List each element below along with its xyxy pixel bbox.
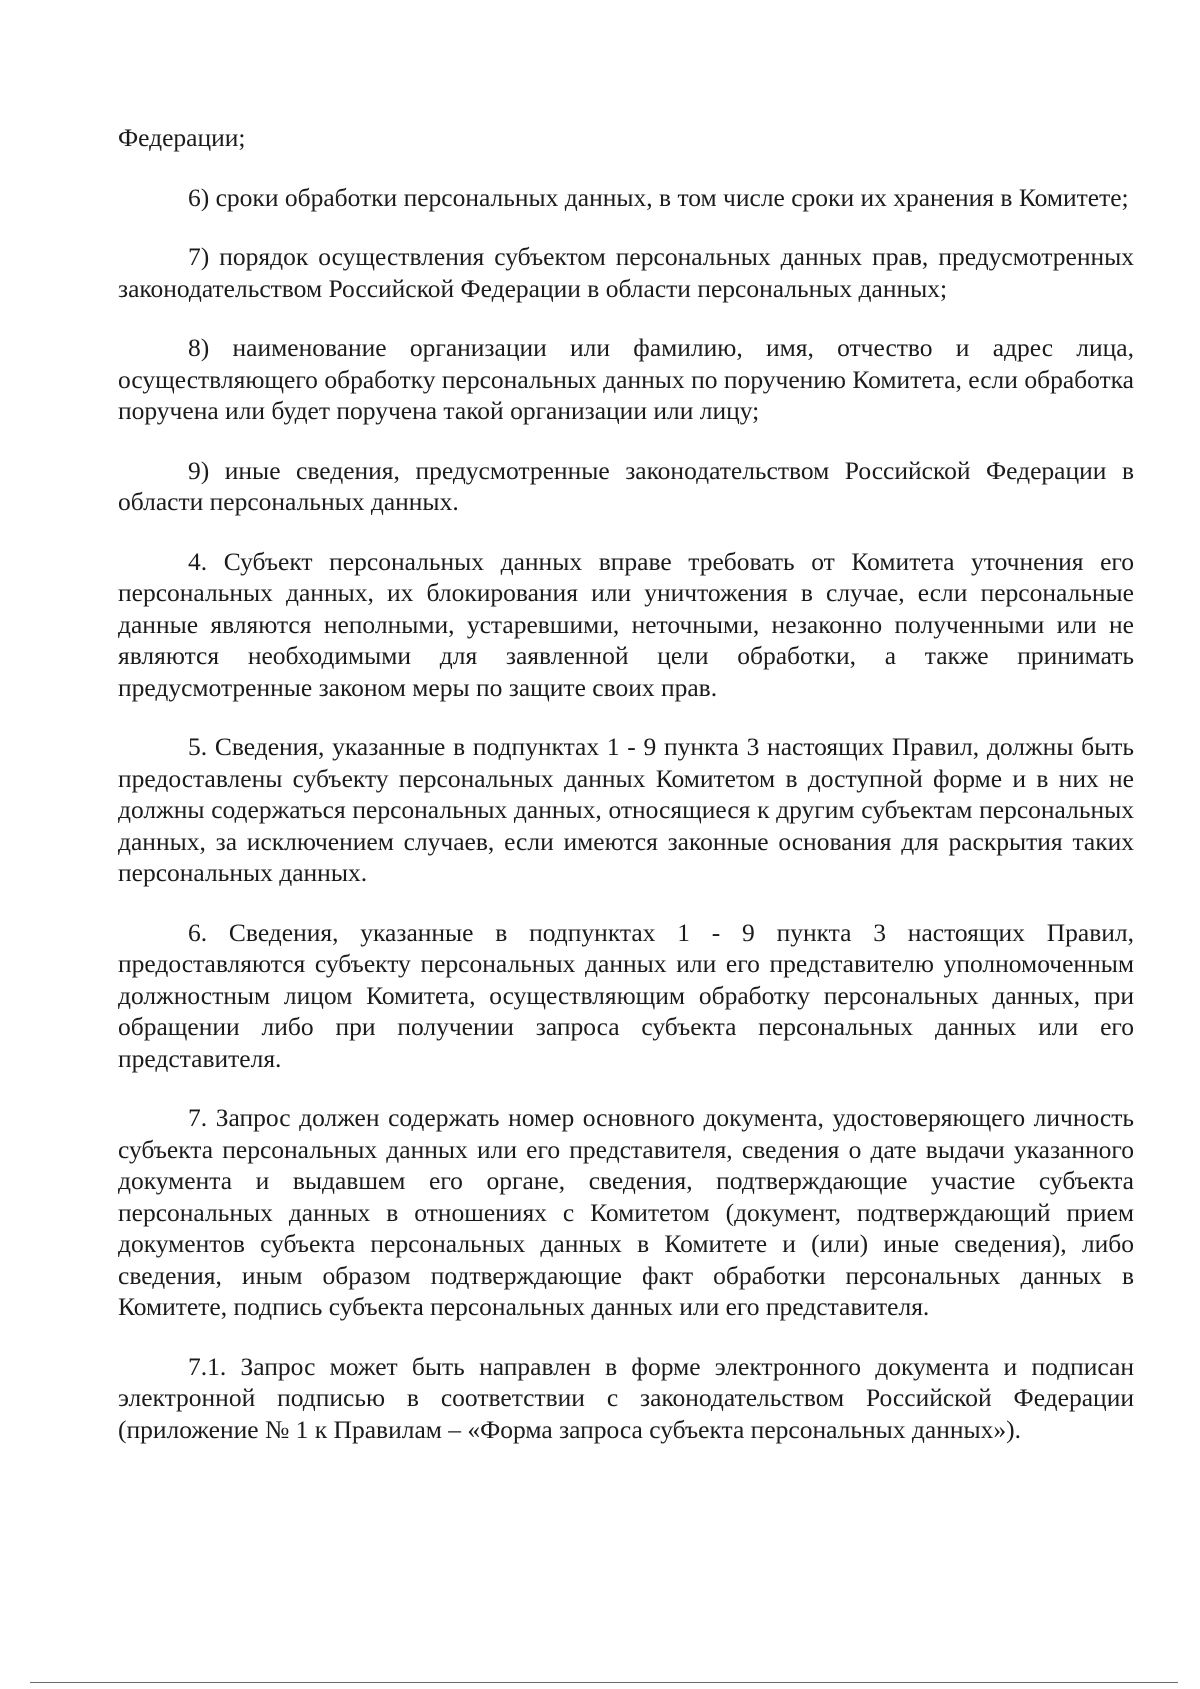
paragraph-point-7: 7. Запрос должен содержать номер основного документа, удостоверяющего личность субъекта персональных данных или его представителя, сведения о дате выдачи указанного документа и выдавшем его органе, сведения, подтверждающие участие субъекта персональных данных в отношениях с Комитетом (документ, подтверждающий прием документов субъекта персональных данных в Комитете и (или) иные сведения), либо сведения, иным образом подтверждающие факт обработки персональных данных в Комитете, подпись субъекта персональных данных или его представителя.: [118, 1103, 1134, 1321]
scan-bottom-edge-line: [30, 1682, 1178, 1683]
paragraph-point-6: 6. Сведения, указанные в подпунктах 1 - 9 пункта 3 настоящих Правил, предоставляются субъекту персональных данных или его представителю уполномоченным должностным лицом Комитета, осуществляющим обработку персональных данных, при обращении либо при получении запроса субъекта персональных данных или его представителя.: [118, 917, 1134, 1073]
paragraph-point-7-1: 7.1. Запрос может быть направлен в форме электронного документа и подписан электронной подписью в соответствии с законодательством Российской Федерации (приложение № 1 к Правилам – «Форма запроса субъекта персональных данных»).: [118, 1351, 1134, 1444]
paragraph-federation-continuation: Федерации;: [118, 123, 246, 152]
paragraph-item-7: 7) порядок осуществления субъектом персональных данных прав, предусмотренных законодательством Российской Федерации в области персональных данных;: [118, 242, 1134, 303]
paragraph-point-5: 5. Сведения, указанные в подпунктах 1 - 9 пункта 3 настоящих Правил, должны быть предоставлены субъекту персональных данных Комитетом в доступной форме и в них не должны содержаться персональных данных, относящиеся к другим субъектам персональных данных, за исключением случаев, если имеются законные основания для раскрытия таких персональных данных.: [118, 732, 1134, 887]
document-page: [118, 122, 1134, 1473]
paragraph-item-8: 8) наименование организации или фамилию, имя, отчество и адрес лица, осуществляющего обработку персональных данных по поручению Комитета, если обработка поручена или будет поручена такой организации или лицу;: [118, 333, 1134, 425]
paragraph-point-4: 4. Субъект персональных данных вправе требовать от Комитета уточнения его персональных данных, их блокирования или уничтожения в случае, если персональные данные являются неполными, устаревшими, неточными, незаконно полученными или не являются необходимыми для заявленной цели обработки, а также принимать предусмотренные законом меры по защите своих прав.: [118, 546, 1134, 702]
paragraph-item-9: 9) иные сведения, предусмотренные законодательством Российской Федерации в области персональных данных.: [118, 455, 1134, 516]
paragraph-item-6: 6) сроки обработки персональных данных, в том числе сроки их хранения в Комитете;: [188, 182, 1129, 212]
